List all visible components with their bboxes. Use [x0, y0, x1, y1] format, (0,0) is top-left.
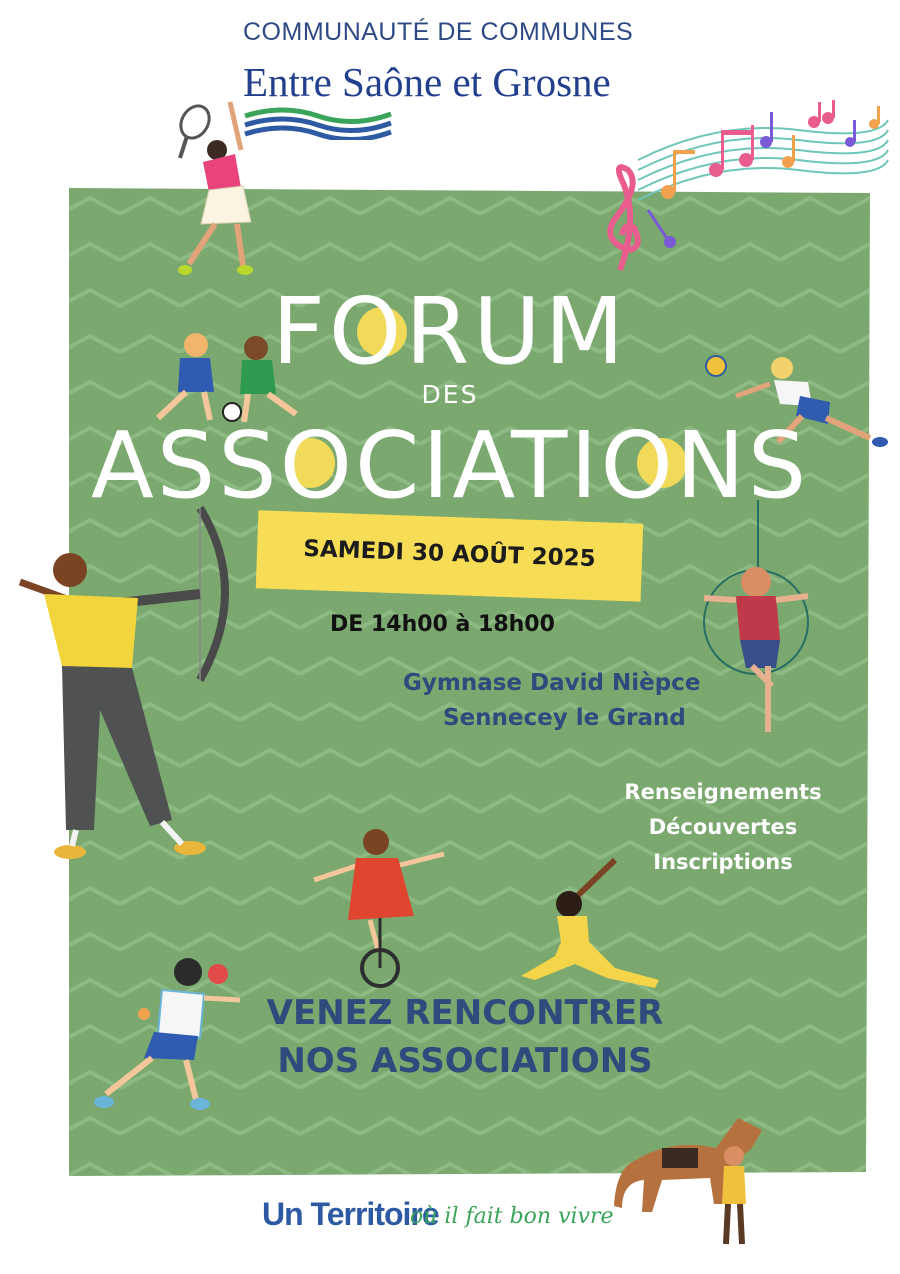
info-item: Renseignements	[624, 780, 822, 804]
logo-wave-icon	[243, 106, 393, 140]
horse-rider-icon	[612, 1108, 772, 1252]
info-item: Découvertes	[648, 815, 798, 839]
info-item: Inscriptions	[653, 850, 793, 874]
org-name-line2: Entre Saône et Grosne	[243, 59, 611, 105]
aerial-hoop-icon	[696, 500, 814, 736]
table-tennis-icon	[88, 954, 248, 1114]
unicyclist-icon	[310, 826, 450, 992]
cta-line1: VENEZ RENCONTRER	[266, 993, 664, 1033]
footer-slogan-main: Un Territoire	[262, 1196, 439, 1232]
title-forum: FORUM	[272, 278, 628, 385]
archer-icon	[10, 500, 250, 865]
music-notes-icon	[598, 100, 890, 280]
title-associations: ASSOCIATIONS	[90, 412, 810, 519]
tennis-player-icon	[165, 92, 265, 282]
yoga-icon	[517, 858, 667, 990]
footer-slogan-script: où il fait bon vivre	[410, 1204, 614, 1229]
venue-name: Gymnase David Nièpce	[403, 670, 701, 696]
event-time: DE 14h00 à 18h00	[330, 612, 555, 637]
venue-city: Sennecey le Grand	[443, 705, 686, 731]
cta-line2: NOS ASSOCIATIONS	[277, 1041, 653, 1081]
org-name-line1: COMMUNAUTÉ DE COMMUNES	[243, 18, 634, 46]
title-des: DES	[421, 380, 479, 409]
event-date: SAMEDI 30 AOÛT 2025	[302, 535, 597, 573]
